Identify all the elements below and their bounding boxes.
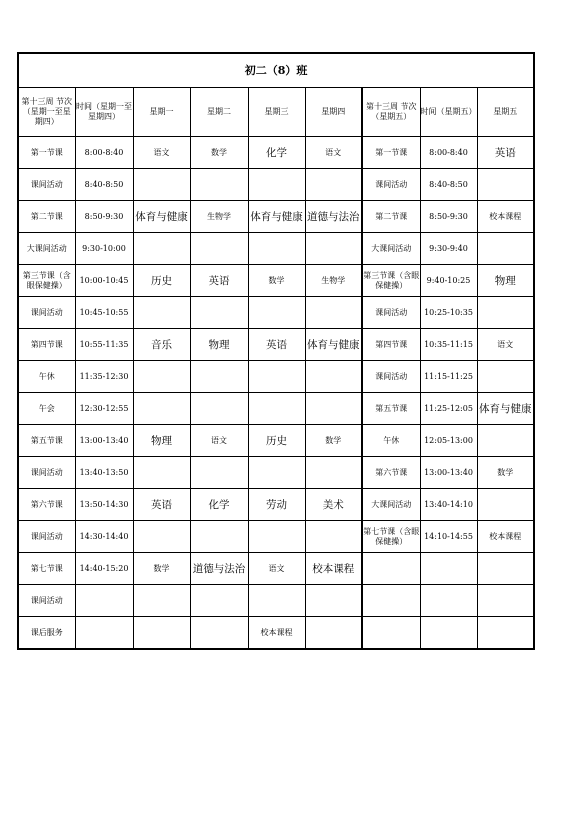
table-cell: 体育与健康 [477, 393, 534, 425]
table-cell [248, 393, 305, 425]
timetable [17, 52, 535, 650]
table-cell: 13:40-13:50 [75, 457, 133, 489]
table-cell [362, 617, 420, 650]
table-cell [305, 585, 362, 617]
table-cell [133, 521, 190, 553]
table-cell [305, 297, 362, 329]
table-cell: 课间活动 [18, 521, 75, 553]
table-cell: 课间活动 [18, 169, 75, 201]
table-row [18, 457, 534, 489]
table-cell [477, 425, 534, 457]
table-cell: 11:35-12:30 [75, 361, 133, 393]
table-row [18, 361, 534, 393]
table-cell: 11:25-12:05 [420, 393, 477, 425]
table-cell [133, 617, 190, 650]
table-cell: 校本课程 [305, 553, 362, 585]
column-header: 时间（星期五） [420, 88, 477, 137]
table-cell: 体育与健康 [305, 329, 362, 361]
table-cell [133, 585, 190, 617]
table-cell [248, 169, 305, 201]
table-cell [248, 361, 305, 393]
table-cell: 历史 [248, 425, 305, 457]
table-cell: 第二节课 [18, 201, 75, 233]
table-cell [190, 393, 248, 425]
table-cell [477, 617, 534, 650]
table-cell [190, 617, 248, 650]
table-cell [190, 521, 248, 553]
table-cell: 音乐 [133, 329, 190, 361]
table-cell [133, 169, 190, 201]
table-cell: 英语 [190, 265, 248, 297]
table-cell: 物理 [133, 425, 190, 457]
table-row [18, 489, 534, 521]
table-cell: 英语 [248, 329, 305, 361]
table-cell: 10:55-11:35 [75, 329, 133, 361]
table-cell [75, 617, 133, 650]
table-row [18, 201, 534, 233]
column-header: 星期二 [190, 88, 248, 137]
table-cell [477, 361, 534, 393]
table-cell [133, 297, 190, 329]
table-cell [477, 585, 534, 617]
table-cell: 生物学 [190, 201, 248, 233]
table-cell: 第一节课 [18, 137, 75, 169]
table-cell [133, 457, 190, 489]
table-cell [190, 361, 248, 393]
table-row [18, 329, 534, 361]
table-cell: 10:45-10:55 [75, 297, 133, 329]
table-cell: 第五节课 [362, 393, 420, 425]
table-cell: 数学 [133, 553, 190, 585]
table-cell: 语文 [190, 425, 248, 457]
table-cell: 14:30-14:40 [75, 521, 133, 553]
table-cell [477, 169, 534, 201]
column-header: 星期一 [133, 88, 190, 137]
table-row [18, 265, 534, 297]
column-header: 星期三 [248, 88, 305, 137]
table-cell: 午休 [18, 361, 75, 393]
table-cell: 大课间活动 [362, 489, 420, 521]
table-cell [190, 169, 248, 201]
table-cell: 13:00-13:40 [420, 457, 477, 489]
table-cell [305, 617, 362, 650]
table-cell: 课间活动 [362, 169, 420, 201]
table-row [18, 585, 534, 617]
table-cell: 12:30-12:55 [75, 393, 133, 425]
table-cell [305, 457, 362, 489]
table-cell: 13:40-14:10 [420, 489, 477, 521]
column-header: 时间（星期一至星期四） [75, 88, 133, 137]
table-cell: 化学 [248, 137, 305, 169]
table-cell: 数学 [477, 457, 534, 489]
table-cell: 大课间活动 [18, 233, 75, 265]
table-cell: 道德与法治 [305, 201, 362, 233]
table-cell [477, 297, 534, 329]
table-cell [248, 297, 305, 329]
table-row [18, 393, 534, 425]
table-cell: 语文 [133, 137, 190, 169]
table-cell: 第四节课 [18, 329, 75, 361]
table-cell: 第四节课 [362, 329, 420, 361]
table-row [18, 553, 534, 585]
table-cell: 体育与健康 [248, 201, 305, 233]
table-cell: 语文 [248, 553, 305, 585]
table-cell: 化学 [190, 489, 248, 521]
table-cell: 11:15-11:25 [420, 361, 477, 393]
table-cell: 数学 [305, 425, 362, 457]
table-cell: 13:50-14:30 [75, 489, 133, 521]
table-cell: 课间活动 [18, 457, 75, 489]
table-cell: 10:35-11:15 [420, 329, 477, 361]
table-cell [477, 553, 534, 585]
table-cell: 8:50-9:30 [75, 201, 133, 233]
table-row [18, 297, 534, 329]
table-cell: 8:40-8:50 [420, 169, 477, 201]
table-cell [133, 393, 190, 425]
table-cell [420, 585, 477, 617]
column-header: 第十三周 节次（星期五） [362, 88, 420, 137]
table-cell: 10:25-10:35 [420, 297, 477, 329]
table-cell: 校本课程 [248, 617, 305, 650]
table-cell: 第七节课 [18, 553, 75, 585]
table-cell [248, 457, 305, 489]
table-row [18, 169, 534, 201]
table-cell [477, 233, 534, 265]
table-cell: 劳动 [248, 489, 305, 521]
table-cell: 语文 [305, 137, 362, 169]
table-cell: 数学 [248, 265, 305, 297]
table-cell [190, 297, 248, 329]
table-cell: 大课间活动 [362, 233, 420, 265]
table-cell [248, 585, 305, 617]
table-cell [305, 361, 362, 393]
table-cell [305, 393, 362, 425]
table-cell [190, 457, 248, 489]
column-header: 星期五 [477, 88, 534, 137]
table-cell: 午休 [362, 425, 420, 457]
table-cell: 体育与健康 [133, 201, 190, 233]
table-row [18, 137, 534, 169]
table-cell: 8:00-8:40 [420, 137, 477, 169]
table-cell: 第三节课（含眼保健操） [18, 265, 75, 297]
table-cell: 历史 [133, 265, 190, 297]
column-header: 星期四 [305, 88, 362, 137]
table-cell [362, 553, 420, 585]
table-cell: 第五节课 [18, 425, 75, 457]
table-row [18, 617, 534, 650]
table-cell: 课间活动 [18, 297, 75, 329]
table-cell: 物理 [190, 329, 248, 361]
table-cell: 9:40-10:25 [420, 265, 477, 297]
table-cell [305, 169, 362, 201]
table-cell: 14:40-15:20 [75, 553, 133, 585]
page-title: 初二（8）班 [18, 53, 534, 88]
table-cell: 课间活动 [18, 585, 75, 617]
table-cell: 数学 [190, 137, 248, 169]
table-row [18, 233, 534, 265]
table-row [18, 521, 534, 553]
table-cell: 物理 [477, 265, 534, 297]
table-cell: 课间活动 [362, 361, 420, 393]
table-cell: 美术 [305, 489, 362, 521]
table-cell: 10:00-10:45 [75, 265, 133, 297]
table-cell [248, 521, 305, 553]
table-cell: 第三节课（含眼保健操） [362, 265, 420, 297]
table-cell: 第七节课（含眼保健操） [362, 521, 420, 553]
table-cell: 14:10-14:55 [420, 521, 477, 553]
table-cell: 第六节课 [18, 489, 75, 521]
table-cell [420, 553, 477, 585]
table-cell [477, 489, 534, 521]
table-row [18, 425, 534, 457]
table-cell [362, 585, 420, 617]
table-cell: 12:05-13:00 [420, 425, 477, 457]
column-header: 第十三周 节次（星期一至星期四） [18, 88, 75, 137]
table-cell: 校本课程 [477, 521, 534, 553]
table-cell: 第一节课 [362, 137, 420, 169]
table-cell: 第二节课 [362, 201, 420, 233]
table-cell: 第六节课 [362, 457, 420, 489]
table-cell [75, 585, 133, 617]
table-cell: 8:50-9:30 [420, 201, 477, 233]
table-cell: 英语 [477, 137, 534, 169]
table-cell: 生物学 [305, 265, 362, 297]
table-cell [133, 233, 190, 265]
table-cell: 8:40-8:50 [75, 169, 133, 201]
table-cell: 英语 [133, 489, 190, 521]
table-cell: 校本课程 [477, 201, 534, 233]
table-cell: 课后服务 [18, 617, 75, 650]
table-cell: 9:30-9:40 [420, 233, 477, 265]
table-cell: 13:00-13:40 [75, 425, 133, 457]
table-cell [305, 233, 362, 265]
table-cell: 8:00-8:40 [75, 137, 133, 169]
table-cell [305, 521, 362, 553]
table-cell: 道德与法治 [190, 553, 248, 585]
table-cell [190, 585, 248, 617]
table-cell [248, 233, 305, 265]
table-cell [190, 233, 248, 265]
table-cell: 午会 [18, 393, 75, 425]
table-cell [133, 361, 190, 393]
table-cell: 课间活动 [362, 297, 420, 329]
table-cell: 9:30-10:00 [75, 233, 133, 265]
table-cell: 语文 [477, 329, 534, 361]
table-cell [420, 617, 477, 650]
